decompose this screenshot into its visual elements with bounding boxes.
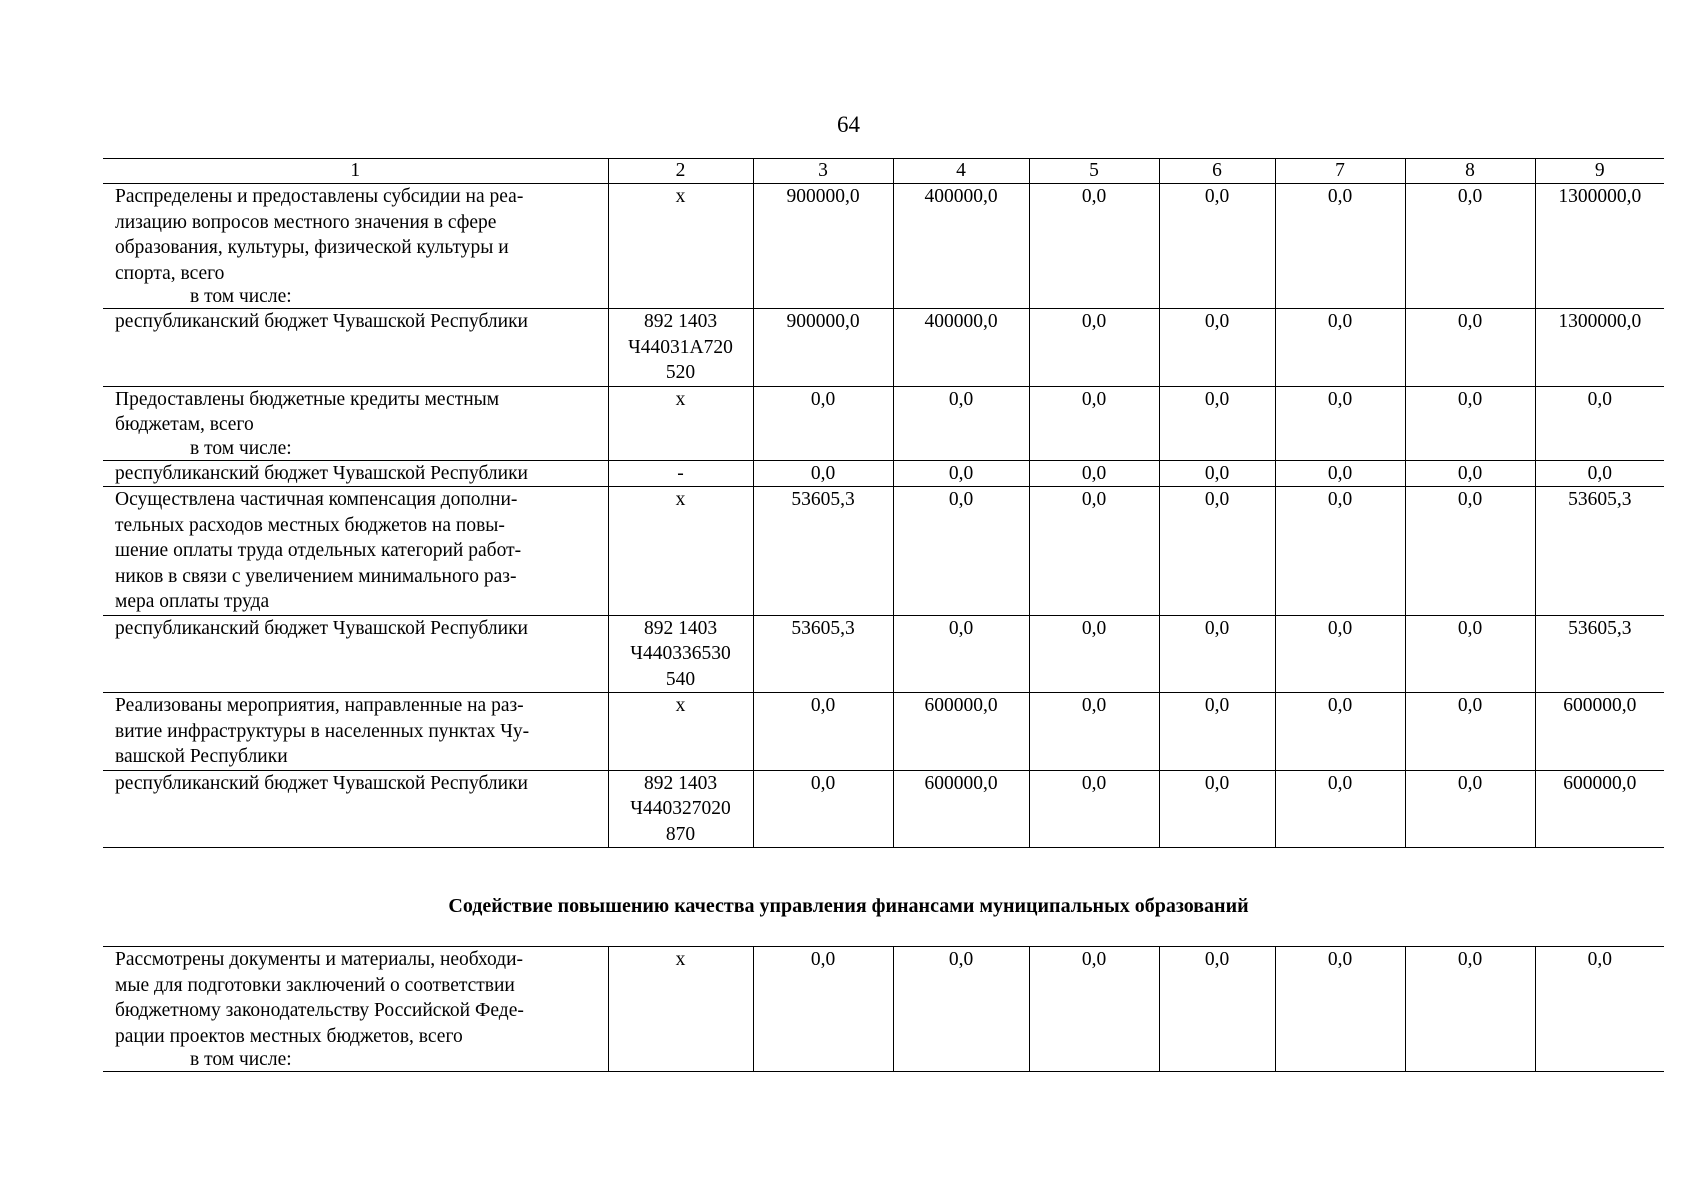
value-cell: 0,0	[893, 487, 1029, 616]
budget-code-line: Ч44031А720	[628, 336, 733, 358]
value-cell: 0,0	[1029, 770, 1159, 848]
column-header: 6	[1159, 159, 1275, 184]
value-cell: 0,0	[1159, 487, 1275, 616]
description-line: республиканский бюджет Чувашской Республики	[115, 462, 528, 484]
value-cell: 400000,0	[893, 184, 1029, 309]
description-line: Распределены и предоставлены субсидии на реа-	[115, 186, 524, 207]
value-cell: 0,0	[1159, 460, 1275, 487]
value-cell: 0,0	[1405, 693, 1535, 771]
value-cell: 0,0	[1535, 460, 1664, 487]
table-row	[103, 947, 1664, 1072]
budget-code-line: х	[675, 186, 686, 207]
description-line: образования, культуры, физической культуры и	[115, 237, 509, 258]
column-header: 8	[1405, 159, 1535, 184]
value-cell: 900000,0	[753, 184, 893, 309]
column-header: 4	[893, 159, 1029, 184]
row-description	[103, 460, 608, 487]
budget-code-line: -	[677, 462, 684, 484]
description-line: республиканский бюджет Чувашской Республики	[115, 311, 528, 332]
value-cell: 0,0	[1029, 460, 1159, 487]
column-header: 7	[1275, 159, 1405, 184]
value-cell: 0,0	[1029, 615, 1159, 693]
description-line: мера оплаты труда	[115, 591, 270, 612]
value-cell: 0,0	[1159, 770, 1275, 848]
value-cell: 0,0	[893, 947, 1029, 1072]
row-description	[103, 615, 608, 693]
value-cell: 53605,3	[1535, 487, 1664, 616]
row-description	[103, 309, 608, 387]
value-cell: 0,0	[753, 460, 893, 487]
value-cell: 53605,3	[753, 615, 893, 693]
row-description	[103, 693, 608, 771]
column-header-row	[103, 159, 1664, 184]
column-header: 2	[608, 159, 753, 184]
row-description	[103, 947, 608, 1072]
value-cell: 0,0	[1275, 615, 1405, 693]
value-cell: 1300000,0	[1535, 309, 1664, 387]
description-line: республиканский бюджет Чувашской Республики	[115, 772, 528, 794]
value-cell: 53605,3	[1535, 615, 1664, 693]
row-description	[103, 487, 608, 616]
budget-code	[608, 460, 753, 487]
value-cell: 0,0	[1029, 693, 1159, 771]
value-cell: 53605,3	[753, 487, 893, 616]
value-cell: 0,0	[1405, 947, 1535, 1072]
budget-code	[608, 309, 753, 387]
budget-code-line: 520	[665, 362, 696, 383]
column-header: 9	[1535, 159, 1664, 184]
column-header: 1	[103, 159, 608, 184]
section-table	[103, 946, 1664, 1072]
value-cell: 1300000,0	[1535, 184, 1664, 309]
table-row	[103, 309, 1664, 387]
value-cell: 0,0	[1275, 770, 1405, 848]
table-row	[103, 693, 1664, 771]
value-cell: 0,0	[1029, 487, 1159, 616]
budget-code-line: 892 1403	[643, 617, 718, 639]
description-line: вашской Республики	[115, 746, 288, 767]
section-title: Содействие повышению качества управления финансами муниципальных образований	[448, 895, 1249, 917]
value-cell: 0,0	[1535, 386, 1664, 460]
value-cell: 0,0	[1405, 615, 1535, 693]
value-cell: 0,0	[893, 386, 1029, 460]
value-cell: 0,0	[1275, 386, 1405, 460]
description-line: ников в связи с увеличением минимального раз-	[115, 565, 517, 587]
budget-code	[608, 770, 753, 848]
description-line: лизацию вопросов местного значения в сфере	[115, 211, 497, 233]
budget-code-line: 870	[665, 823, 696, 845]
value-cell: 0,0	[1275, 947, 1405, 1072]
budget-code-line: Ч440336530	[630, 643, 731, 664]
budget-code	[608, 693, 753, 771]
value-cell: 0,0	[1405, 487, 1535, 616]
value-cell: 0,0	[1159, 615, 1275, 693]
description-line: спорта, всего	[115, 262, 225, 284]
description-line: мые для подготовки заключений о соответствии	[115, 974, 515, 996]
subnote-label: в том числе:	[190, 437, 292, 459]
value-cell: 600000,0	[1535, 770, 1664, 848]
value-cell: 600000,0	[893, 693, 1029, 771]
description-line: бюджетам, всего	[115, 414, 254, 435]
value-cell: 0,0	[1275, 184, 1405, 309]
value-cell: 0,0	[1029, 386, 1159, 460]
value-cell: 0,0	[1159, 309, 1275, 387]
description-line: бюджетному законодательству Российской Феде-	[115, 1000, 524, 1021]
value-cell: 0,0	[1029, 947, 1159, 1072]
budget-code-line: Ч440327020	[630, 798, 731, 819]
value-cell: 0,0	[1159, 947, 1275, 1072]
value-cell: 900000,0	[753, 309, 893, 387]
value-cell: 0,0	[1535, 947, 1664, 1072]
value-cell: 0,0	[753, 693, 893, 771]
page-number: 64	[837, 112, 860, 137]
table-row	[103, 615, 1664, 693]
budget-code	[608, 947, 753, 1072]
subnote-label: в том числе:	[190, 1049, 292, 1070]
description-line: Рассмотрены документы и материалы, необходи-	[115, 949, 524, 970]
budget-code-line: х	[675, 489, 686, 510]
value-cell: 0,0	[1405, 386, 1535, 460]
row-description	[103, 770, 608, 848]
value-cell: 0,0	[753, 947, 893, 1072]
budget-code	[608, 184, 753, 309]
budget-code-line: 540	[665, 668, 696, 690]
value-cell: 0,0	[1029, 309, 1159, 387]
column-header: 3	[753, 159, 893, 184]
value-cell: 0,0	[753, 770, 893, 848]
description-line: Осуществлена частичная компенсация дополни-	[115, 489, 518, 510]
row-description	[103, 386, 608, 460]
description-line: Предоставлены бюджетные кредиты местным	[115, 388, 500, 410]
value-cell: 0,0	[1405, 460, 1535, 487]
value-cell: 0,0	[753, 386, 893, 460]
budget-code	[608, 487, 753, 616]
description-line: шение оплаты труда отдельных категорий работ-	[115, 540, 522, 561]
description-line: республиканский бюджет Чувашской Республики	[115, 617, 528, 639]
budget-code-line: 892 1403	[643, 772, 718, 794]
column-header: 5	[1029, 159, 1159, 184]
value-cell: 0,0	[1159, 693, 1275, 771]
value-cell: 0,0	[1275, 487, 1405, 616]
value-cell: 0,0	[893, 460, 1029, 487]
value-cell: 0,0	[1275, 460, 1405, 487]
value-cell: 0,0	[1405, 309, 1535, 387]
budget-code	[608, 386, 753, 460]
value-cell: 0,0	[1405, 184, 1535, 309]
subnote-label: в том числе:	[190, 286, 292, 307]
value-cell: 600000,0	[1535, 693, 1664, 771]
value-cell: 0,0	[893, 615, 1029, 693]
value-cell: 0,0	[1159, 184, 1275, 309]
budget-code-line: х	[675, 695, 686, 716]
description-line: витие инфраструктуры в населенных пунктах Чу-	[115, 720, 530, 742]
budget-code-line: х	[675, 949, 686, 970]
table-row	[103, 460, 1664, 487]
budget-code-line: х	[675, 388, 686, 410]
table-row	[103, 184, 1664, 309]
value-cell: 0,0	[1029, 184, 1159, 309]
table-row	[103, 487, 1664, 616]
description-line: Реализованы мероприятия, направленные на раз-	[115, 695, 524, 716]
value-cell: 600000,0	[893, 770, 1029, 848]
budget-code	[608, 615, 753, 693]
description-line: рации проектов местных бюджетов, всего	[115, 1025, 463, 1047]
value-cell: 0,0	[1275, 693, 1405, 771]
value-cell: 0,0	[1275, 309, 1405, 387]
value-cell: 400000,0	[893, 309, 1029, 387]
value-cell: 0,0	[1159, 386, 1275, 460]
table-row	[103, 386, 1664, 460]
table-row	[103, 770, 1664, 848]
budget-table	[103, 158, 1664, 848]
budget-code-line: 892 1403	[643, 311, 718, 332]
value-cell: 0,0	[1405, 770, 1535, 848]
description-line: тельных расходов местных бюджетов на повы-	[115, 514, 505, 536]
row-description	[103, 184, 608, 309]
